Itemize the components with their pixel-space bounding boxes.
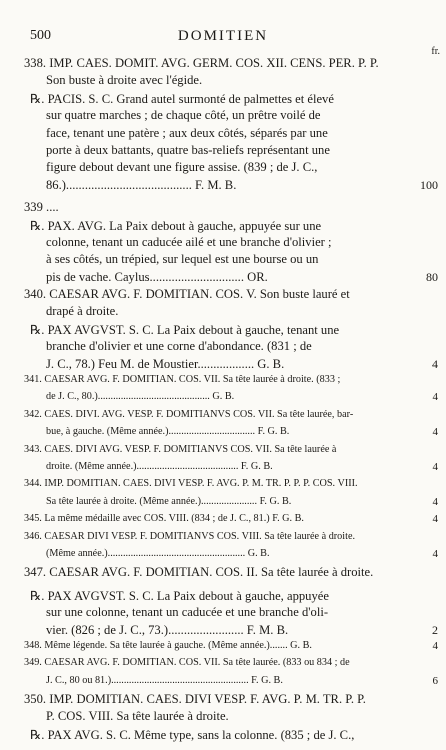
text-line bbox=[0, 270, 446, 287]
text-line bbox=[0, 478, 446, 495]
text-line bbox=[0, 727, 446, 744]
text-line bbox=[0, 391, 446, 408]
line-text: branche d'olivier et une corne d'abondance. (831 ; de bbox=[46, 339, 312, 354]
catalog-text bbox=[0, 56, 446, 744]
line-value: 4 bbox=[432, 513, 438, 526]
unit-label: fr. bbox=[431, 46, 440, 57]
line-text: 341. CAESAR AVG. F. DOMITIAN. COS. VII. Sa tête laurée à droite. (833 ; bbox=[24, 374, 341, 386]
text-line bbox=[0, 304, 446, 321]
line-value: 4 bbox=[432, 547, 438, 560]
line-text: 339 .... bbox=[24, 200, 59, 215]
line-text: J. C., 78.) Feu M. de Moustier.................. G. B. bbox=[46, 356, 285, 371]
text-line bbox=[0, 605, 446, 622]
text-line bbox=[0, 73, 446, 90]
line-text: sur une colonne, tenant un caducée et une branche d'oli- bbox=[46, 605, 329, 620]
text-line bbox=[0, 178, 446, 195]
text-line bbox=[0, 160, 446, 177]
text-line bbox=[0, 374, 446, 391]
line-text: 346. CAESAR DIVI VESP. F. DOMITIANVS COS. VIII. Sa tête laurée à droite. bbox=[24, 530, 356, 542]
line-text: 342. CAES. DIVI. AVG. VESP. F. DOMITIANVS COS. VII. Sa tête laurée, bar- bbox=[24, 408, 354, 420]
line-value: 4 bbox=[432, 495, 438, 508]
text-line bbox=[0, 709, 446, 726]
line-text: Sa tête laurée à droite. (Même année.)...................... F. G. B. bbox=[46, 495, 292, 507]
text-line bbox=[0, 235, 446, 252]
text-line bbox=[0, 322, 446, 339]
line-text: 340. CAESAR AVG. F. DOMITIAN. COS. V. Son buste lauré et bbox=[24, 287, 350, 302]
line-value: 4 bbox=[432, 460, 438, 473]
line-text: drapé à droite. bbox=[46, 304, 119, 319]
line-value: 4 bbox=[432, 356, 438, 371]
line-text: ℞. PAX AVGVST. S. C. La Paix debout à gauche, appuyée bbox=[30, 588, 329, 603]
text-line bbox=[0, 252, 446, 269]
page-title: DOMITIEN bbox=[177, 28, 269, 44]
line-text: (Même année.)...................................................... G. B. bbox=[46, 547, 270, 559]
line-text: Son buste à droite avec l'égide. bbox=[46, 73, 203, 88]
text-line bbox=[0, 461, 446, 478]
line-text: P. COS. VIII. Sa tête laurée à droite. bbox=[46, 709, 229, 724]
line-text: ℞. PAX AVGVST. S. C. La Paix debout à gauche, tenant une bbox=[30, 322, 340, 337]
line-text: 350. IMP. DOMITIAN. CAES. DIVI VESP. F. AVG. P. M. TR. P. P. bbox=[24, 692, 366, 707]
line-text: figure debout devant une figure assise. (839 ; de J. C., bbox=[46, 160, 318, 175]
line-text: 344. IMP. DOMITIAN. CAES. DIVI VESP. F. AVG. P. M. TR. P. P. P. COS. VIII. bbox=[24, 478, 358, 490]
line-value: 4 bbox=[432, 426, 438, 439]
line-text: ℞. PACIS. S. C. Grand autel surmonté de palmettes et élevé bbox=[30, 91, 334, 106]
text-line bbox=[0, 218, 446, 235]
line-text: droite. (Même année.)........................................ F. G. B. bbox=[46, 460, 273, 472]
line-value: 4 bbox=[432, 639, 438, 652]
line-text: 347. CAESAR AVG. F. DOMITIAN. COS. II. Sa tête laurée à droite. bbox=[24, 565, 374, 580]
text-line bbox=[0, 565, 446, 582]
line-value: 100 bbox=[420, 177, 438, 192]
text-line bbox=[0, 444, 446, 461]
text-line bbox=[0, 108, 446, 125]
text-line bbox=[0, 426, 446, 443]
text-line bbox=[0, 496, 446, 513]
text-line bbox=[0, 339, 446, 356]
text-line bbox=[0, 143, 446, 160]
line-value: 6 bbox=[432, 674, 438, 687]
text-line bbox=[0, 126, 446, 143]
text-line bbox=[0, 513, 446, 530]
line-value: 2 bbox=[432, 622, 438, 637]
line-text: colonne, tenant un caducée ailé et une branche d'olivier ; bbox=[46, 234, 332, 249]
text-line bbox=[0, 657, 446, 674]
line-value: 80 bbox=[426, 269, 438, 284]
line-text: bue, à gauche. (Même année.).................................. F. G. B. bbox=[46, 426, 290, 438]
text-line bbox=[0, 200, 446, 217]
line-value: 4 bbox=[432, 391, 438, 404]
text-line bbox=[0, 640, 446, 657]
line-text: 338. IMP. CAES. DOMIT. AVG. GERM. COS. XII. CENS. PER. P. P. bbox=[24, 56, 379, 70]
line-text: ℞. PAX. AVG. La Paix debout à gauche, appuyée sur une bbox=[30, 218, 322, 233]
line-text: ℞. PAX AVG. S. C. Même type, sans la colonne. (835 ; de J. C., bbox=[30, 727, 355, 742]
line-text: à ses côtés, un trépied, sur lequel est une bourse ou un bbox=[46, 252, 319, 267]
line-text: 86.)........................................ F. M. B. bbox=[46, 177, 237, 192]
text-line bbox=[0, 531, 446, 548]
line-text: face, tenant une patère ; aux deux côtés, séparés par une bbox=[46, 125, 328, 140]
text-line bbox=[0, 588, 446, 605]
page-header bbox=[0, 28, 446, 57]
text-line bbox=[0, 675, 446, 692]
page-number: 500 bbox=[30, 28, 51, 43]
line-text: 348. Même légende. Sa tête laurée à gauche. (Même année.)....... G. B. bbox=[24, 639, 312, 651]
line-text: porte à deux battants, quatre bas-reliefs représentant une bbox=[46, 142, 330, 157]
text-line bbox=[0, 287, 446, 304]
line-text: vier. (826 ; de J. C., 73.)........................ F. M. B. bbox=[46, 622, 289, 637]
text-line bbox=[0, 623, 446, 640]
text-line bbox=[0, 692, 446, 709]
text-line bbox=[0, 357, 446, 374]
text-line bbox=[0, 56, 446, 73]
line-text: J. C., 80 ou 81.)...................................................... F. G. B. bbox=[46, 674, 283, 686]
line-text: 345. La même médaille avec COS. VIII. (834 ; de J. C., 81.) F. G. B. bbox=[24, 513, 304, 525]
line-text: 349. CAESAR AVG. F. DOMITIAN. COS. VII. Sa tête laurée. (833 ou 834 ; de bbox=[24, 657, 350, 669]
text-line bbox=[0, 91, 446, 108]
line-text: sur quatre marches ; de chaque côté, un prêtre voilé de bbox=[46, 108, 321, 123]
line-text: de J. C., 80.)............................................ G. B. bbox=[46, 391, 235, 403]
line-text: pis de vache. Caylus.............................. OR. bbox=[46, 269, 268, 284]
text-line bbox=[0, 409, 446, 426]
text-line bbox=[0, 548, 446, 565]
line-text: 343. CAES. DIVI AVG. VESP. F. DOMITIANVS COS. VII. Sa tête laurée à bbox=[24, 443, 337, 455]
